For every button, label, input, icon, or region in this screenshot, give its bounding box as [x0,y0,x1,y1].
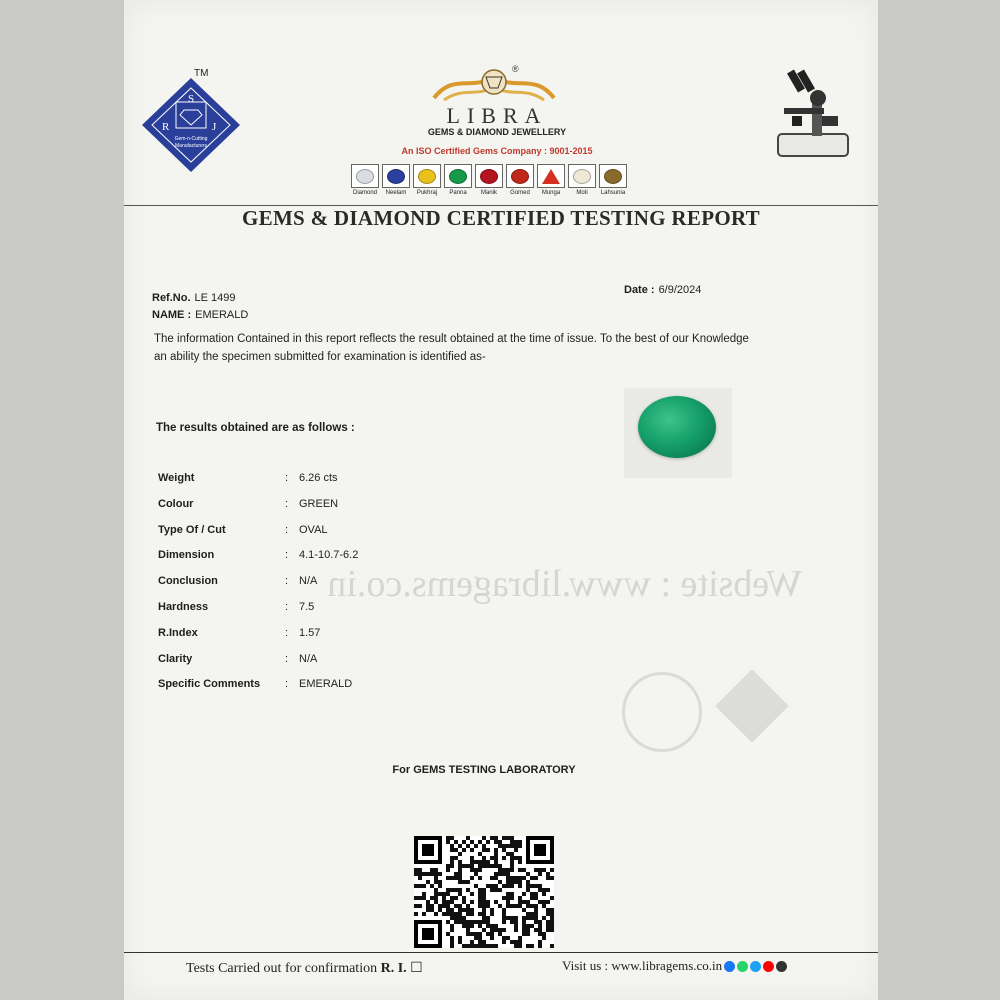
result-value: N/A [299,575,318,588]
round-seal-watermark [622,672,702,752]
gem-label: Pukhraj [416,190,438,196]
emerald-stone [638,396,716,458]
result-row [158,524,488,550]
intro-paragraph: The information Contained in this report reflects the result obtained at the time of issue. To the best of our Knowledge an ability the specimen submitted for examination is identified as- [154,333,749,363]
gem-item-pukhraj [412,164,442,200]
youtube-icon [763,961,774,972]
result-colon: : [285,678,289,691]
name-value: EMERALD [195,309,249,321]
gem-label: Diamond [352,190,377,196]
result-row [158,678,488,704]
diamond-seal-watermark [715,669,789,743]
result-colon: : [285,497,289,510]
svg-text:Manufacturers: Manufacturers [175,143,207,149]
certificate-sheet [124,0,878,1000]
gem-label: Lahsunia [600,190,626,196]
gem-icon [351,164,379,188]
microscope-icon [772,64,852,164]
gem-label: Moti [576,190,588,196]
result-colon: : [285,600,289,613]
libra-crest-icon [424,62,564,104]
footer-left-bold: R. I. [380,961,407,976]
footer-divider [124,952,878,953]
gem-icon [537,164,565,188]
footer-confirmation [186,960,423,977]
result-colon: : [285,575,289,588]
result-row [158,498,488,524]
gem-label: Panna [449,190,467,196]
name-label: NAME : [152,309,192,321]
gem-label: Neelam [385,190,407,196]
svg-text:R: R [162,121,170,133]
result-colon: : [285,523,289,536]
gem-item-moti [567,164,597,200]
result-colon: : [285,472,289,484]
svg-text:S: S [188,93,195,105]
date-line [624,280,701,298]
result-value: N/A [299,652,318,665]
results-heading: The results obtained are as follows : [156,422,355,434]
result-label: Conclusion [158,575,218,588]
result-row [158,627,488,653]
result-label: Dimension [158,549,215,562]
result-label: Weight [158,472,195,484]
gem-item-neelam [381,164,411,200]
result-label: Type Of / Cut [158,523,226,536]
date-label: Date : [624,284,655,296]
gem-label: Manik [480,190,497,196]
website-watermark: Website : www.libragems.co.in [327,563,802,605]
result-value: EMERALD [299,678,353,691]
ref-label: Ref.No. [152,292,191,304]
svg-text:J: J [212,121,217,133]
gem-label: Munga [541,190,561,196]
result-colon: : [285,549,289,562]
footer-left-text: Tests Carried out for confirmation [186,961,378,976]
result-value: 7.5 [299,600,315,613]
ref-value: LE 1499 [194,292,236,304]
srj-logo [132,70,250,180]
gem-icon [506,164,534,188]
svg-text:Gem-n-Cutting: Gem-n-Cutting [174,136,208,142]
footer-website [562,958,787,974]
result-label: R.Index [158,626,198,639]
footer-right-text: Visit us : www.libragems.co.in [562,958,723,973]
qr-code [414,836,554,948]
checkbox-icon: ☐ [410,961,423,976]
result-colon: : [285,652,289,665]
gem-photo [624,388,732,478]
gem-item-lahsunia [598,164,628,200]
gem-item-gomed [505,164,535,200]
result-value: 6.26 cts [299,472,338,484]
gem-icon [475,164,503,188]
name-line [152,305,248,323]
facebook-icon [724,961,735,972]
result-row [158,472,488,498]
gem-item-manik [474,164,504,200]
report-title: GEMS & DIAMOND CERTIFIED TESTING REPORT [242,206,760,230]
trademark-mark: TM [194,68,209,79]
date-value: 6/9/2024 [658,284,702,296]
result-value: 4.1-10.7-6.2 [299,549,359,562]
gem-icon [413,164,441,188]
gem-item-diamond [350,164,380,200]
brand-name: LIBRA [446,103,548,128]
result-value: GREEN [299,497,339,510]
signature-label: For GEMS TESTING LABORATORY [392,764,576,776]
result-row [158,653,488,679]
registered-mark: ® [512,64,519,74]
gem-item-munga [536,164,566,200]
result-label: Clarity [158,652,193,665]
result-label: Hardness [158,600,209,613]
gem-icon [382,164,410,188]
ref-line [152,288,235,306]
result-value: 1.57 [299,626,321,639]
brand-subtitle: GEMS & DIAMOND JEWELLERY [427,127,567,137]
gem-item-panna [443,164,473,200]
gem-icon [599,164,627,188]
gem-icon [444,164,472,188]
twitter-icon [750,961,761,972]
gem-label: Gomed [510,190,530,196]
result-value: OVAL [299,523,328,536]
result-label: Specific Comments [158,678,261,691]
gem-strip [350,164,628,200]
iso-certification: An ISO Certified Gems Company : 9001-2015 [401,146,593,156]
instagram-icon [776,961,787,972]
result-label: Colour [158,497,194,510]
whatsapp-icon [737,961,748,972]
result-colon: : [285,626,289,639]
gem-icon [568,164,596,188]
